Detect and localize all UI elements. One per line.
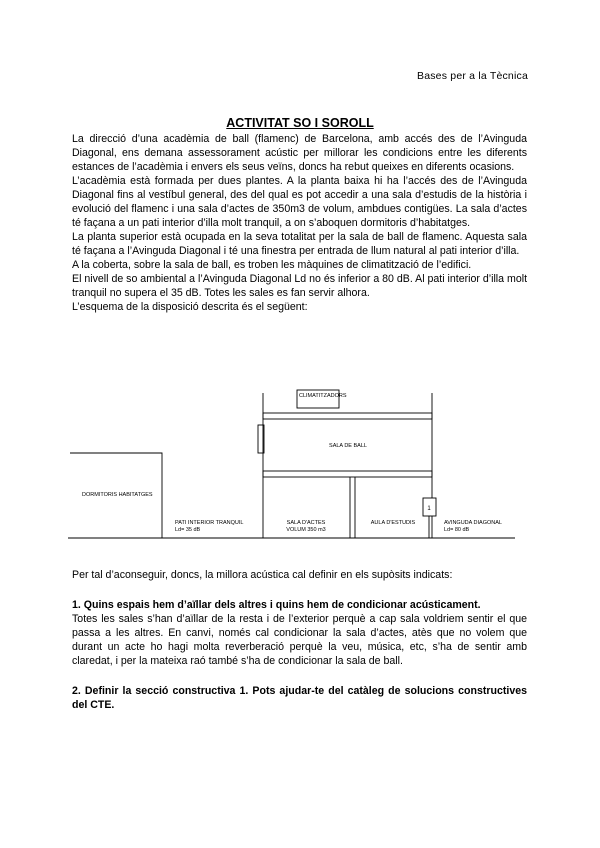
paragraph-scheme-intro: L’esquema de la disposició descrita és el següent:	[72, 301, 308, 313]
label-sala-actes-volum: VOLUM 350 m3	[286, 527, 326, 533]
label-pati-interior: PATI INTERIOR TRANQUIL	[175, 520, 244, 526]
question-1	[72, 598, 527, 668]
paragraph-roof: A la coberta, sobre la sala de ball, es troben les màquines de climatització de l’edifici.	[72, 259, 472, 271]
label-avinguda-level: Ld= 80 dB	[444, 527, 470, 533]
label-climatitzadors: CLIMATITZADORS	[299, 393, 347, 399]
label-pati-level: Ld= 35 dB	[175, 527, 201, 533]
question-1-answer: Totes les sales s’han d’aïllar de la resta i de l’exterior perquè a cap sala voldriem sentir el que passa a les altres. En canvi, només cal condicionar la sala d’actes, atès que no volem que durant un acte ho hagi molta reverberació perquè la veu, música, etc, s’ha de sentir amb claredat, i per la mateixa raó també s’ha de condicionar la sala de ball.	[72, 613, 527, 667]
label-dormitoris: DORMITORIS HABITATGES	[82, 492, 153, 498]
header-subject: Bases per a la Tècnica	[416, 70, 528, 82]
label-sala-actes: SALA D'ACTES	[286, 520, 326, 526]
paragraph-context: La direcció d’una acadèmia de ball (flamenc) de Barcelona, amb accés des de l’Avinguda Diagonal, ens demana assessorament acústic per millorar les condicions entre les diferents estances de l’acadèmia i envers els seus veïns, doncs ha rebut queixes en diferents ocasions.	[72, 133, 527, 173]
paragraph-noise-levels: El nivell de so ambiental a l’Avinguda Diagonal Ld no és inferior a 80 dB. Al pati interior d’illa molt tranquil no supera el 35 dB. Totes les sales es fan servir alhora.	[72, 273, 528, 299]
question-2	[72, 684, 527, 712]
question-intro-text: Per tal d’aconseguir, doncs, la millora acústica cal definir en els supòsits indicats:	[72, 569, 453, 581]
page-title: ACTIVITAT SO I SOROLL	[226, 116, 374, 130]
building-section-diagram	[0, 383, 600, 563]
label-section-marker: 1	[427, 506, 431, 512]
paragraph-upper-floor: La planta superior està ocupada en la seva totalitat per la sala de ball de flamenc. Aquesta sala té façana a l’Avinguda Diagonal i té una finestra per entrada de llum natural al pati interior d’illa.	[72, 231, 527, 257]
question-1-heading: 1. Quins espais hem d’aïllar dels altres i quins hem de condicionar acústicament.	[72, 599, 481, 611]
roof-slab	[263, 413, 432, 419]
intro-text	[72, 132, 527, 314]
label-aula-estudis: AULA D'ESTUDIS	[370, 520, 416, 526]
question-intro	[72, 568, 527, 582]
paragraph-ground-floor: L’acadèmia està formada per dues plantes. A la planta baixa hi ha l’accés des de l’Avinguda Diagonal fins al vestíbul general, des del qual es pot accedir a una sala d’estudis de la història i evolució del flamenc i una sala d’actes de 350m3 de volum, ambdues contigües. La sala d’actes té façana a un pati interior d’illa molt tranquil, a on s’aboquen dormitoris d’habitatges.	[72, 175, 527, 229]
question-2-heading: 2. Definir la secció constructiva 1. Pots ajudar-te del catàleg de solucions constructives del CTE.	[72, 685, 527, 711]
label-avinguda: AVINGUDA DIAGONAL	[444, 520, 502, 526]
floor-slab	[263, 471, 432, 477]
label-sala-ball: SALA DE BALL	[329, 443, 367, 449]
